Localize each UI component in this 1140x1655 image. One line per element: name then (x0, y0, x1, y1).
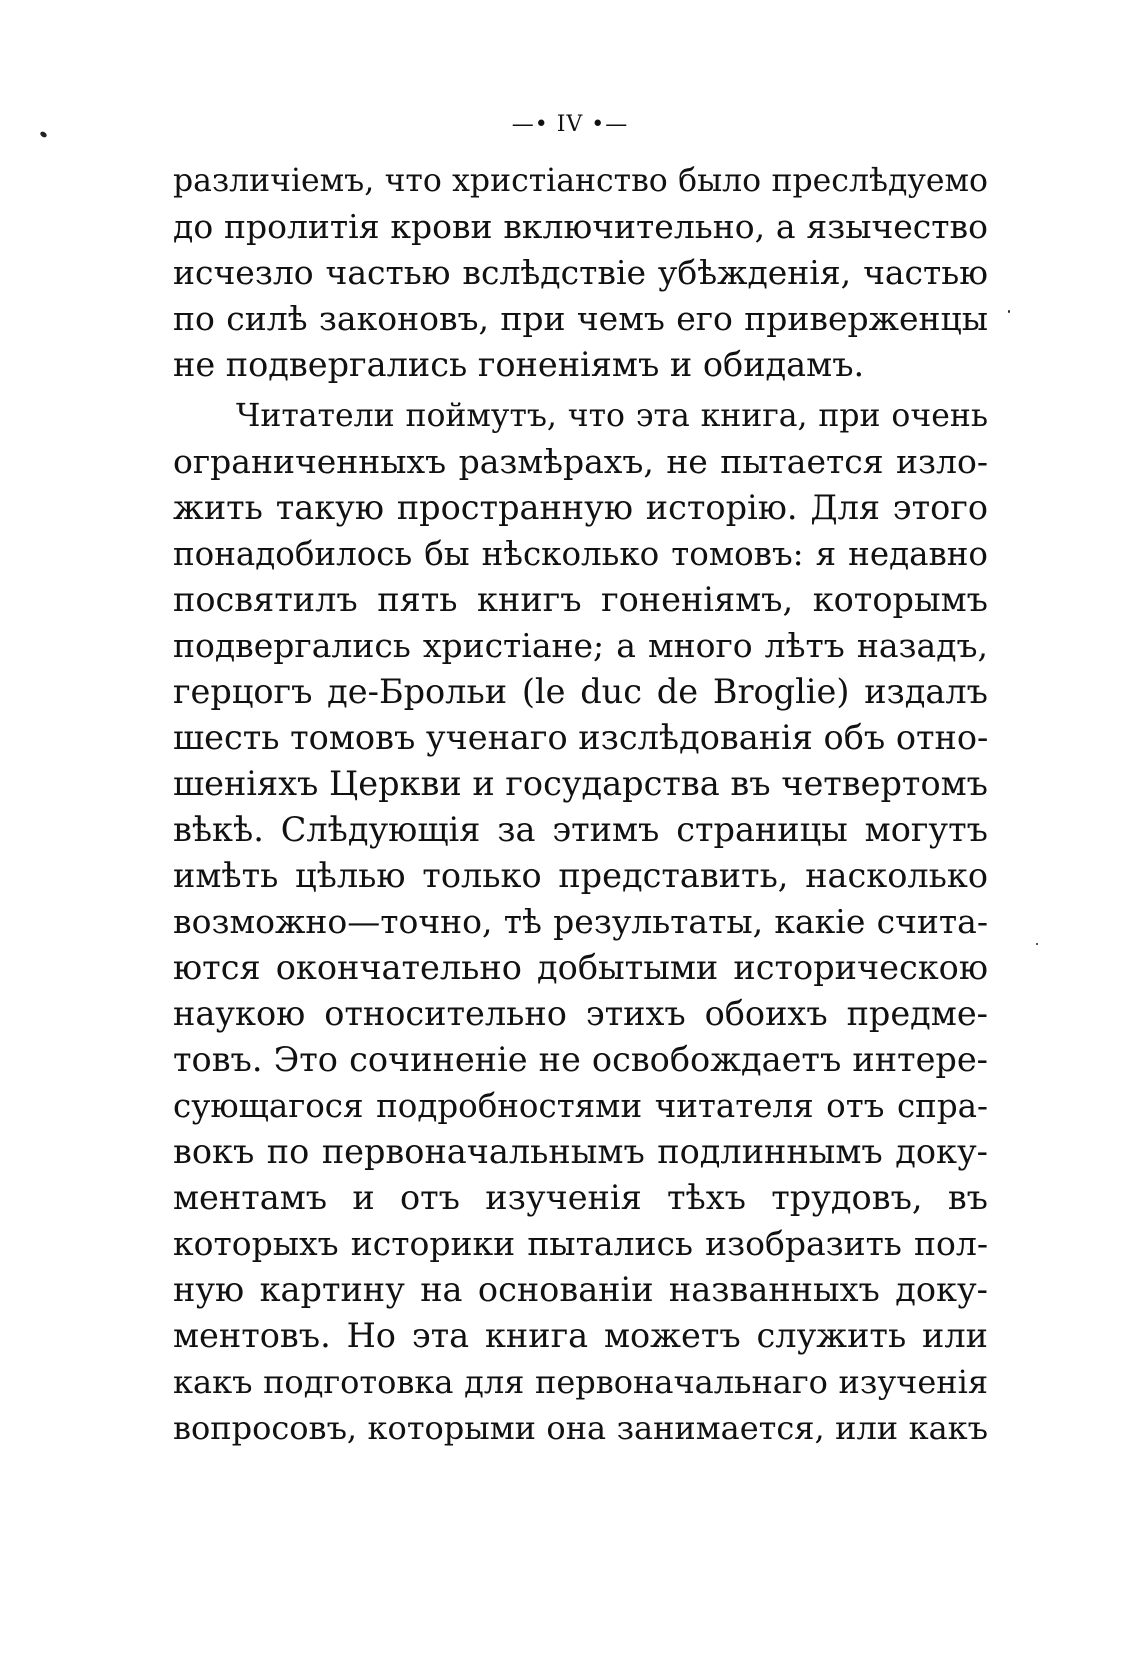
text-line: вѣкѣ. Слѣдующія за этимъ страницы могутъ (173, 810, 988, 849)
text-line: ются окончательно добытыми историческою (173, 948, 988, 987)
text-line: которыхъ историки пытались изобразить пол- (173, 1224, 988, 1263)
text-line: Читатели поймутъ, что эта книга, при очень (236, 398, 988, 434)
text-line: наукою относительно этихъ обоихъ предме- (173, 994, 988, 1033)
text-line: жить такую пространную исторію. Для этого (173, 488, 988, 527)
body-text (173, 158, 988, 1451)
text-line: по силѣ законовъ, при чемъ его приверженцы (173, 299, 988, 338)
text-line: имѣть цѣлью только представить, насколько (173, 856, 988, 895)
text-line: ментовъ. Но эта книга можетъ служить или (173, 1316, 988, 1355)
scan-speck (1008, 310, 1010, 313)
text-line: различіемъ, что христіанство было преслѣдуемо (173, 163, 988, 199)
text-line: вопросовъ, которыми она занимается, или какъ (173, 1409, 988, 1447)
scan-speck (1036, 943, 1038, 945)
paragraph (173, 393, 988, 1451)
text-line: шесть томовъ ученаго изслѣдованія объ отно- (173, 718, 989, 757)
text-line: товъ. Это сочиненіе не освобождаетъ интере- (173, 1040, 988, 1079)
text-line: герцогъ де-Брольи (le duc de Broglie) издалъ (173, 672, 988, 711)
text-line: ментамъ и отъ изученія тѣхъ трудовъ, въ (173, 1178, 988, 1217)
text-line: вокъ по первоначальнымъ подлиннымъ доку- (173, 1132, 988, 1171)
text-line: возможно—точно, тѣ результаты, какіе счита- (173, 902, 988, 941)
text-line: не подвергались гоненіямъ и обидамъ. (173, 345, 865, 384)
text-line: понадобилось бы нѣсколько томовъ: я недавно (173, 535, 988, 573)
text-line: исчезло частью вслѣдствіе убѣжденія, частью (173, 253, 988, 292)
text-line: ную картину на основаніи названныхъ доку- (173, 1270, 988, 1309)
text-line: какъ подготовка для первоначальнаго изученія (173, 1363, 988, 1401)
paragraph (173, 158, 988, 388)
page-number-header: —• IV •— (511, 112, 629, 137)
text-line: посвятилъ пять книгъ гоненіямъ, которымъ (173, 580, 988, 619)
text-line: подвергались христіане; а много лѣтъ назадъ, (173, 626, 988, 665)
text-line: шеніяхъ Церкви и государства въ четвертомъ (173, 764, 988, 803)
text-line: сующагося подробностями читателя отъ спра- (173, 1087, 988, 1125)
text-line: ограниченныхъ размѣрахъ, не пытается изло- (173, 442, 988, 481)
text-line: до пролитія крови включительно, а язычество (173, 207, 988, 246)
